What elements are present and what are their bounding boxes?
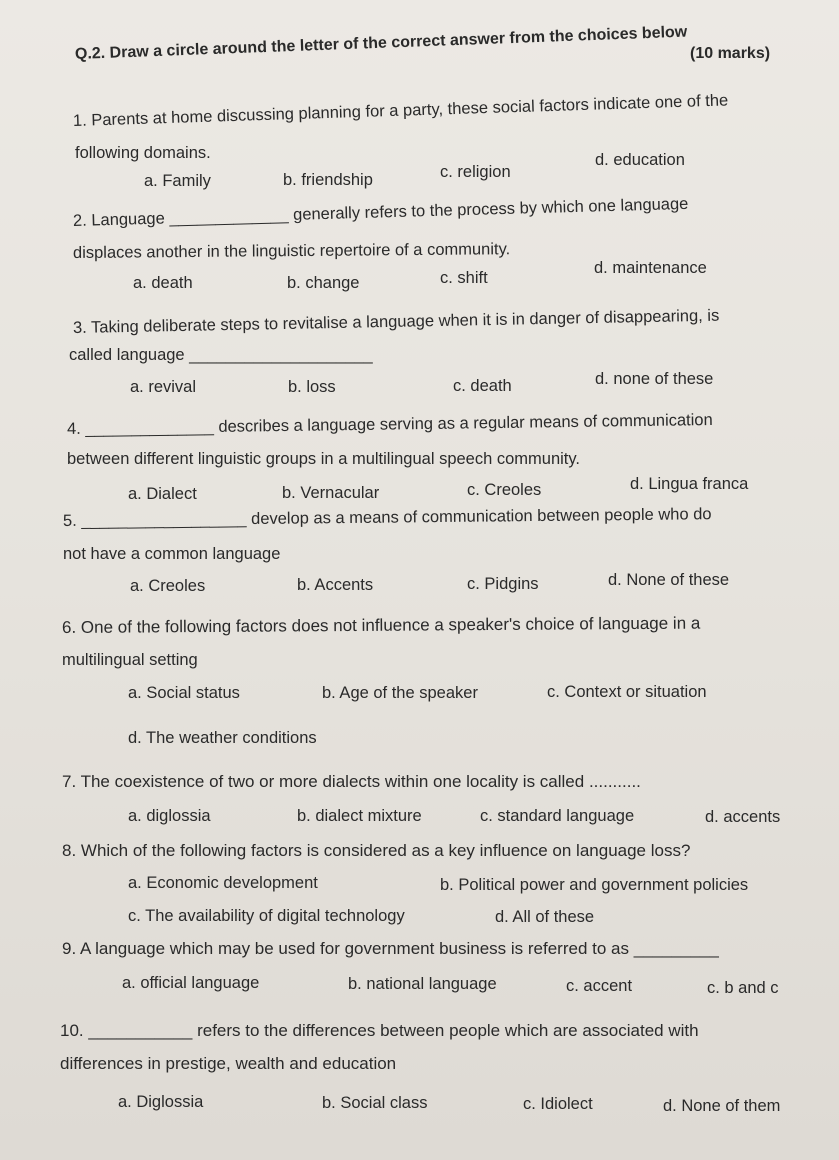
question-4-option-c[interactable]: c. Creoles (467, 481, 542, 499)
question-5-line-1: 5. __________________ develop as a means of communication between people who do (62, 505, 712, 530)
question-7-option-b[interactable]: b. dialect mixture (297, 807, 422, 825)
question-1-option-d[interactable]: d. education (595, 151, 685, 169)
question-9-option-a[interactable]: a. official language (122, 974, 260, 992)
question-8-option-d[interactable]: d. All of these (495, 908, 595, 926)
question-8-option-c[interactable]: c. The availability of digital technology (128, 907, 405, 925)
question-3-option-a[interactable]: a. revival (130, 378, 197, 396)
question-8-option-a[interactable]: a. Economic development (128, 874, 318, 892)
question-6-option-a[interactable]: a. Social status (128, 684, 240, 702)
question-2-option-c[interactable]: c. shift (440, 269, 488, 287)
question-7-option-a[interactable]: a. diglossia (128, 807, 211, 825)
marks-label: (10 marks) (690, 45, 771, 62)
question-2-option-b[interactable]: b. change (287, 274, 360, 292)
question-5-option-b[interactable]: b. Accents (297, 576, 374, 594)
question-1-line-2: following domains. (75, 144, 211, 162)
question-9-option-b[interactable]: b. national language (348, 975, 497, 993)
question-10-option-d[interactable]: d. None of them (663, 1097, 781, 1115)
question-1-line-1: 1. Parents at home discussing planning for a party, these social factors indicate one of the (72, 91, 729, 130)
question-3-option-d[interactable]: d. none of these (595, 370, 714, 388)
question-10-line-1: 10. ___________ refers to the differences between people which are associated with (60, 1021, 699, 1040)
question-10-line-2: differences in prestige, wealth and education (60, 1054, 397, 1073)
question-9-option-c[interactable]: c. accent (566, 977, 633, 995)
question-7-option-c[interactable]: c. standard language (480, 807, 635, 825)
question-1-option-c[interactable]: c. religion (440, 163, 511, 181)
question-10-option-a[interactable]: a. Diglossia (118, 1093, 204, 1111)
question-5-option-d[interactable]: d. None of these (608, 571, 730, 589)
question-2-line-2: displaces another in the linguistic repertoire of a community. (72, 240, 511, 262)
question-4-line-1: 4. ______________ describes a language serving as a regular means of communication (66, 410, 713, 438)
question-1-option-b[interactable]: b. friendship (283, 171, 373, 189)
question-7-line-1: 7. The coexistence of two or more dialects within one locality is called ........... (62, 772, 641, 791)
question-10-option-c[interactable]: c. Idiolect (523, 1095, 593, 1113)
question-6-option-c[interactable]: c. Context or situation (547, 683, 707, 701)
question-3-option-b[interactable]: b. loss (288, 378, 336, 396)
question-9-option-d[interactable]: c. b and c (707, 979, 779, 997)
question-1-option-a[interactable]: a. Family (144, 172, 211, 190)
question-9-line-1: 9. A language which may be used for government business is referred to as _________ (62, 939, 719, 958)
question-5-line-2: not have a common language (63, 545, 281, 563)
question-6-line-2: multilingual setting (62, 651, 198, 669)
question-6-line-1: 6. One of the following factors does not influence a speaker's choice of language in a (61, 613, 701, 637)
question-4-option-d[interactable]: d. Lingua franca (630, 475, 749, 493)
question-5-option-c[interactable]: c. Pidgins (467, 575, 539, 593)
question-2-option-d[interactable]: d. maintenance (594, 259, 707, 277)
question-2-option-a[interactable]: a. death (133, 274, 193, 292)
question-4-line-2: between different linguistic groups in a multilingual speech community. (67, 450, 580, 468)
question-8-line-1: 8. Which of the following factors is considered as a key influence on language loss? (62, 841, 691, 860)
question-4-option-a[interactable]: a. Dialect (128, 485, 197, 503)
question-10-option-b[interactable]: b. Social class (322, 1094, 428, 1112)
question-6-option-d[interactable]: d. The weather conditions (128, 729, 317, 747)
question-6-option-b[interactable]: b. Age of the speaker (322, 684, 478, 702)
question-2-line-1: 2. Language _____________ generally refers to the process by which one language (72, 194, 689, 230)
question-7-option-d[interactable]: d. accents (705, 808, 781, 826)
question-4-option-b[interactable]: b. Vernacular (282, 484, 380, 502)
question-3-option-c[interactable]: c. death (453, 377, 512, 395)
question-instruction: Q.2. Draw a circle around the letter of the correct answer from the choices below (74, 23, 688, 63)
question-8-option-b[interactable]: b. Political power and government policies (440, 876, 749, 894)
question-3-line-1: 3. Taking deliberate steps to revitalise a language when it is in danger of disappearing, is (72, 306, 720, 337)
question-3-line-2: called language ____________________ (69, 346, 373, 364)
question-5-option-a[interactable]: a. Creoles (130, 577, 206, 595)
